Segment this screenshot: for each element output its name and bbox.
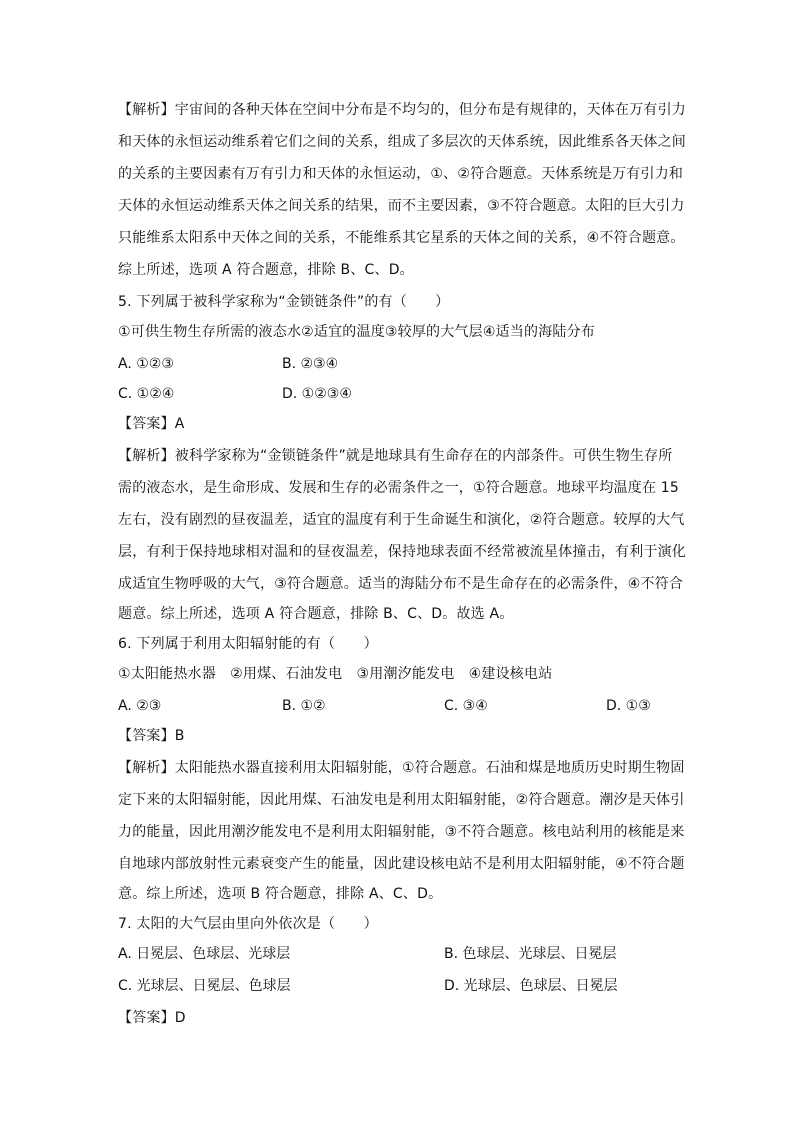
analysis-q4-line: 的关系的主要因素有万有引力和天体的永恒运动，①、②符合题意。天体系统是万有引力和 — [118, 166, 684, 182]
question-7-option-b: B. 色球层、光球层、日冕层 — [444, 946, 617, 962]
question-6-option-c: C. ③④ — [444, 698, 488, 714]
question-6-option-a: A. ②③ — [118, 698, 162, 714]
question-6-answer: 【答案】B — [118, 728, 185, 744]
analysis-q4-line: 和天体的永恒运动维系着它们之间的关系，组成了多层次的天体系统，因此维系各天体之间 — [118, 134, 686, 150]
analysis-q4-line: 天体的永恒运动维系天体之间关系的结果，而不主要因素，③不符合题意。太阳的巨大引力 — [118, 198, 685, 214]
analysis-q4-line: 综上所述，选项 A 符合题意，排除 B、C、D。 — [118, 262, 414, 278]
question-6-stem: 6. 下列属于利用太阳辐射能的有（ ） — [118, 636, 378, 652]
question-5-answer: 【答案】A — [118, 416, 185, 432]
question-6-items: ①太阳能热水器 ②用煤、石油发电 ③用潮汐能发电 ④建设核电站 — [118, 666, 553, 682]
analysis-q5-line: 需的液态水，是生命形成、发展和生存的必需条件之一，①符合题意。地球平均温度在 15 — [118, 480, 680, 496]
analysis-q6-line: 【解析】太阳能热水器直接利用太阳辐射能，①符合题意。石油和煤是地质历史时期生物固 — [118, 760, 685, 776]
analysis-q5-line: 成适宜生物呼吸的大气，③符合题意。适当的海陆分布不是生命存在的必需条件，④不符合 — [118, 576, 684, 592]
analysis-q5-line: 题意。综上所述，选项 A 符合题意，排除 B、C、D。故选 A。 — [118, 606, 514, 622]
analysis-q6-line: 定下来的太阳辐射能，因此用煤、石油发电是利用太阳辐射能，②符合题意。潮汐是天体引 — [118, 792, 685, 808]
question-5-option-d: D. ①②③④ — [282, 386, 352, 402]
question-7-stem: 7. 太阳的大气层由里向外依次是（ ） — [118, 916, 378, 932]
analysis-q5-line: 左右，没有剧烈的昼夜温差，适宜的温度有利于生命诞生和演化，②符合题意。较厚的大气 — [118, 512, 685, 528]
question-7-option-a: A. 日冕层、色球层、光球层 — [118, 946, 291, 962]
analysis-q5-line: 【解析】被科学家称为“金锁链条件”就是地球具有生命存在的内部条件。可供生物生存所 — [118, 448, 673, 464]
question-7-option-d: D. 光球层、色球层、日冕层 — [444, 978, 618, 994]
question-5-option-c: C. ①②④ — [118, 386, 175, 402]
question-6-option-d: D. ①③ — [606, 698, 651, 714]
analysis-q4-line: 【解析】宇宙间的各种天体在空间中分布是不均匀的，但分布是有规律的，天体在万有引力 — [118, 102, 686, 118]
analysis-q6-line: 意。综上所述，选项 B 符合题意，排除 A、C、D。 — [118, 886, 443, 902]
question-5-option-a: A. ①②③ — [118, 356, 174, 372]
question-7-option-c: C. 光球层、日冕层、色球层 — [118, 978, 291, 994]
question-5-option-b: B. ②③④ — [282, 356, 339, 372]
question-5-stem: 5. 下列属于被科学家称为“金锁链条件”的有（ ） — [118, 294, 450, 310]
analysis-q4-line: 只能维系太阳系中天体之间的关系，不能维系其它星系的天体之间的关系，④不符合题意。 — [118, 230, 685, 246]
question-7-answer: 【答案】D — [118, 1010, 186, 1026]
question-5-items: ①可供生物生存所需的液态水②适宜的温度③较厚的大气层④适当的海陆分布 — [118, 324, 596, 340]
question-6-option-b: B. ①② — [282, 698, 326, 714]
analysis-q5-line: 层，有利于保持地球相对温和的昼夜温差，保持地球表面不经常被流星体撞击，有利于演化 — [118, 544, 686, 560]
analysis-q6-line: 自地球内部放射性元素衰变产生的能量，因此建设核电站不是利用太阳辐射能，④不符合题 — [118, 856, 685, 872]
analysis-q6-line: 力的能量，因此用潮汐能发电不是利用太阳辐射能，③不符合题意。核电站利用的核能是来 — [118, 824, 685, 840]
